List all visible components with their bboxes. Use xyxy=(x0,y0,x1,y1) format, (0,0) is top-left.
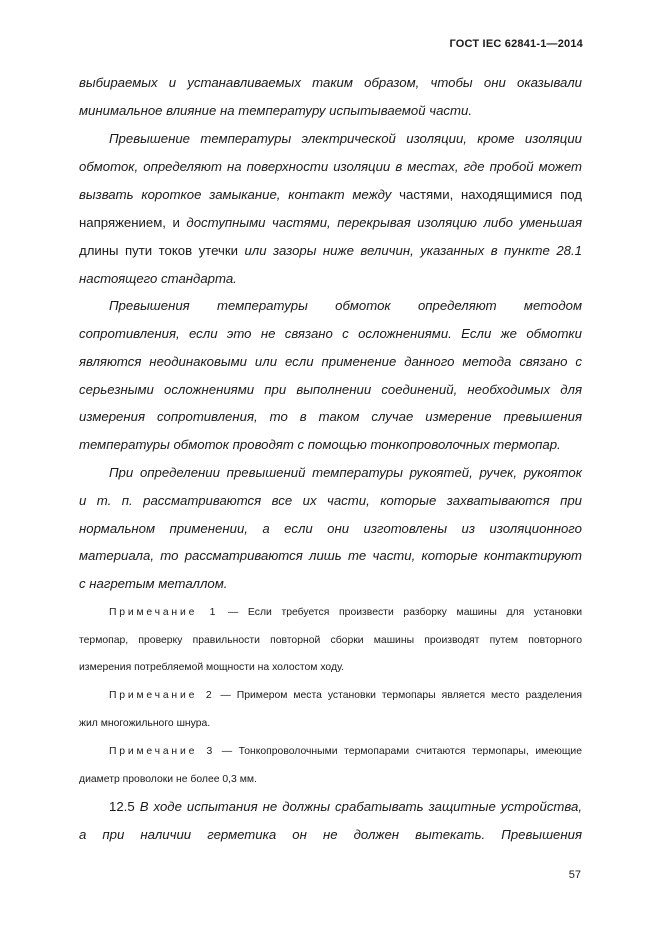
para1-line1: выбираемых и устанавливаемых таким образом, чтобы они оказывали xyxy=(79,75,582,90)
page-number: 57 xyxy=(568,869,581,881)
para2-line3-italic: вызвать короткое замыкание, контакт между xyxy=(79,187,392,202)
para2-line1: Превышение температуры электрической изоляции, кроме изоляции xyxy=(109,131,582,146)
para3-line4: серьезными осложнениями при выполнении соединений, необходимых для xyxy=(79,382,582,397)
para4-line3: нормальном применении, а если они изготовлены из изоляционного xyxy=(79,521,582,536)
document-header: ГОСТ IEC 62841-1—2014 xyxy=(449,38,583,50)
para2-line6: настоящего стандарта. xyxy=(79,271,237,286)
note1-label: Примечание 1 xyxy=(109,607,219,618)
para2-line4-regular: напряжением, и xyxy=(79,215,187,230)
para2-line4 xyxy=(79,215,582,231)
note2-line1 xyxy=(109,689,582,703)
para2-line5-italic: или зазоры ниже величин, указанных в пункте 28.1 xyxy=(244,243,583,258)
para3-line5: измерения сопротивления, то в таком случае измерение превышения xyxy=(79,409,582,424)
note1-line2: термопар, проверку правильности повторной сборки машины производят путем повторного xyxy=(79,635,582,646)
note1-line1 xyxy=(109,606,582,620)
para4-line4: материала, то рассматриваются лишь те части, которые контактируют xyxy=(79,548,582,563)
para2-line2: обмоток, определяют на поверхности изоляции в местах, где пробой может xyxy=(79,159,582,174)
note3-line2: диаметр проволоки не более 0,3 мм. xyxy=(79,774,257,785)
para3-line6: температуры обмоток проводят с помощью тонкопроволочных термопар. xyxy=(79,437,561,452)
note3-label: Примечание 3 xyxy=(109,746,216,757)
note1-text: — Если требуется произвести разборку машины для установки xyxy=(218,607,582,618)
clause-line2: а при наличии герметика он не должен вытекать. Превышения xyxy=(79,827,582,842)
para2-line3-regular: частями, находящимися под xyxy=(391,187,582,202)
para2-line5 xyxy=(79,243,582,259)
note2-label: Примечание 2 xyxy=(109,690,215,701)
para3-line2: сопротивления, если это не связано с осложнениями. Если же обмотки xyxy=(79,326,582,341)
para3-line1: Превышения температуры обмоток определяют методом xyxy=(109,298,582,313)
note3-text: — Тонкопроволочными термопарами считаются термопары, имеющие xyxy=(215,746,582,757)
clause-number: 12.5 xyxy=(109,799,140,814)
para1-line2: минимальное влияние на температуру испытываемой части. xyxy=(79,103,472,118)
para2-line4-italic: доступными частями, перекрывая изоляцию либо уменьшая xyxy=(186,215,583,230)
note3-line1 xyxy=(109,745,582,759)
clause-line1 xyxy=(109,799,582,815)
clause-text: В ходе испытания не должны срабатывать защитные устройства, xyxy=(139,799,582,814)
para2-line3 xyxy=(79,187,582,203)
para4-line1: При определении превышений температуры рукоятей, ручек, рукояток xyxy=(109,465,582,480)
para3-line3: являются неодинаковыми или если применение данного метода связано с xyxy=(79,354,582,369)
para4-line5: с нагретым металлом. xyxy=(79,576,228,591)
note1-line3: измерения потребляемой мощности на холостом ходу. xyxy=(79,662,345,673)
note2-text: — Примером места установки термопары является место разделения xyxy=(214,690,582,701)
para2-line5-regular: длины пути токов утечки xyxy=(79,243,245,258)
para4-line2: и т. п. рассматриваются все их части, которые захватываются при xyxy=(79,493,582,508)
note2-line2: жил многожильного шнура. xyxy=(79,718,211,729)
